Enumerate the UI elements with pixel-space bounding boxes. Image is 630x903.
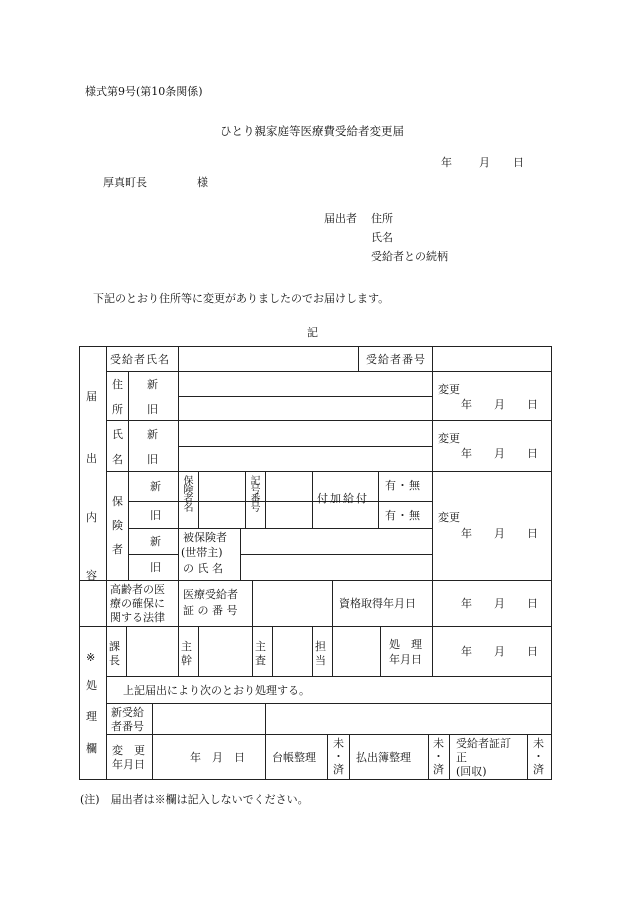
cert-correction-label-2: 正 xyxy=(456,751,467,764)
address-old-field[interactable] xyxy=(180,398,431,419)
change-date-value: 年 月 日 xyxy=(190,751,245,764)
name-change-date: 年 月 日 xyxy=(461,447,538,460)
insured-old-field[interactable] xyxy=(242,556,431,579)
in-charge-label-2: 当 xyxy=(315,654,326,667)
insurance-new-label: 新 xyxy=(150,480,161,493)
address-change-date: 年 月 日 xyxy=(461,398,538,411)
form-number: 様式第9号(第10条関係) xyxy=(85,85,203,98)
address-new-label: 新 xyxy=(147,378,158,391)
address-label: 住 xyxy=(112,378,123,391)
payment-book-status[interactable]: 未 ・ 済 xyxy=(433,737,444,776)
insured-name-label-2: (世帯主) xyxy=(181,546,223,559)
name-new-field[interactable] xyxy=(180,422,431,445)
elderly-law-label-2: 療の確保に xyxy=(110,597,165,610)
benefit-new-yes-no[interactable]: 有・無 xyxy=(385,479,421,492)
symbol-number-old-field[interactable] xyxy=(267,503,311,527)
in-charge-stamp[interactable] xyxy=(334,628,379,675)
insured-old-label: 旧 xyxy=(150,561,161,574)
cert-correction-label: 受給者証訂 xyxy=(456,737,511,750)
ledger-status[interactable]: 未 ・ 済 xyxy=(333,737,344,776)
elderly-law-label: 高齢者の医 xyxy=(110,583,165,596)
ki-label: 記 xyxy=(307,326,318,339)
recipient-number-field[interactable] xyxy=(434,348,550,370)
change-date-label: 変 更 xyxy=(112,744,145,757)
recipient-name-field[interactable] xyxy=(180,348,357,370)
symbol-number-new-field[interactable] xyxy=(267,473,311,500)
address-new-field[interactable] xyxy=(180,373,431,395)
medical-cert-label-2: 証 の 番 号 xyxy=(183,604,238,617)
insured-new-field[interactable] xyxy=(242,530,431,553)
insurer-name-old-field[interactable] xyxy=(200,503,244,527)
benefit-old-yes-no[interactable]: 有・無 xyxy=(385,509,421,522)
additional-benefit-label: 付加給付 xyxy=(317,492,369,505)
inspector-stamp[interactable] xyxy=(274,628,311,675)
insurance-label-2: 険 xyxy=(112,519,123,532)
footnote: (注) 届出者は※欄は記入しないでください。 xyxy=(80,793,309,806)
section-chief-label-2: 長 xyxy=(109,654,120,667)
new-recipient-number-label: 新受給 xyxy=(111,706,144,719)
recipient-number-label: 受給者番号 xyxy=(366,353,426,366)
insurer-name-new-field[interactable] xyxy=(200,473,244,500)
inspector-label: 主 xyxy=(255,640,266,653)
insurer-name-label: 保険者名 xyxy=(181,475,192,511)
chief-officer-label: 主 xyxy=(181,640,192,653)
new-recipient-number-field[interactable] xyxy=(154,705,264,733)
cert-correction-status[interactable]: 未 ・ 済 xyxy=(533,737,544,776)
payment-book-label: 払出簿整理 xyxy=(356,751,411,764)
in-charge-label: 担 xyxy=(315,640,326,653)
chief-officer-label-2: 幹 xyxy=(181,654,192,667)
form-title: ひとり親家庭等医療費受給者変更届 xyxy=(220,124,404,138)
symbol-number-label: 記号番号 xyxy=(248,475,259,511)
inspector-label-2: 査 xyxy=(255,654,266,667)
section-chief-stamp[interactable] xyxy=(128,628,177,675)
medical-cert-label: 医療受給者 xyxy=(183,588,238,601)
new-recipient-number-label-2: 者番号 xyxy=(111,720,144,733)
insured-name-label-3: の 氏 名 xyxy=(183,562,223,575)
qualification-date: 年 月 日 xyxy=(461,597,538,610)
address-old-label: 旧 xyxy=(147,403,158,416)
qualification-date-label: 資格取得年月日 xyxy=(339,597,416,610)
processing-date: 年 月 日 xyxy=(461,645,538,658)
name-label: 氏 xyxy=(112,428,123,441)
insurance-label-3: 者 xyxy=(112,543,123,556)
medical-cert-number-field[interactable] xyxy=(254,582,331,625)
address-change-label: 変更 xyxy=(438,383,460,396)
name-old-field[interactable] xyxy=(180,448,431,470)
insured-name-label: 被保険者 xyxy=(183,531,227,544)
statement: 下記のとおり住所等に変更がありましたのでお届けします。 xyxy=(93,292,390,305)
elderly-law-label-3: 関する法律 xyxy=(110,611,165,624)
section-chief-label: 課 xyxy=(109,640,120,653)
insurance-label: 保 xyxy=(112,495,123,508)
processing-date-label: 処 理 xyxy=(389,638,422,651)
address-label-2: 所 xyxy=(112,403,123,416)
cert-correction-label-3: (回収) xyxy=(456,765,487,778)
processing-note: 上記届出により次のとおり処理する。 xyxy=(123,684,310,697)
insurance-change-label: 変更 xyxy=(438,511,460,524)
ledger-label: 台帳整理 xyxy=(272,751,316,764)
chief-officer-stamp[interactable] xyxy=(200,628,251,675)
insured-new-label: 新 xyxy=(150,535,161,548)
processing-date-label-2: 年月日 xyxy=(389,653,422,666)
insurance-change-date: 年 月 日 xyxy=(461,527,538,540)
recipient-name-label: 受給者氏名 xyxy=(110,353,170,366)
change-date-label-2: 年月日 xyxy=(112,758,145,771)
name-label-2: 名 xyxy=(112,453,123,466)
name-new-label: 新 xyxy=(147,428,158,441)
name-old-label: 旧 xyxy=(147,453,158,466)
insurance-old-label: 旧 xyxy=(150,509,161,522)
name-change-label: 変更 xyxy=(438,432,460,445)
